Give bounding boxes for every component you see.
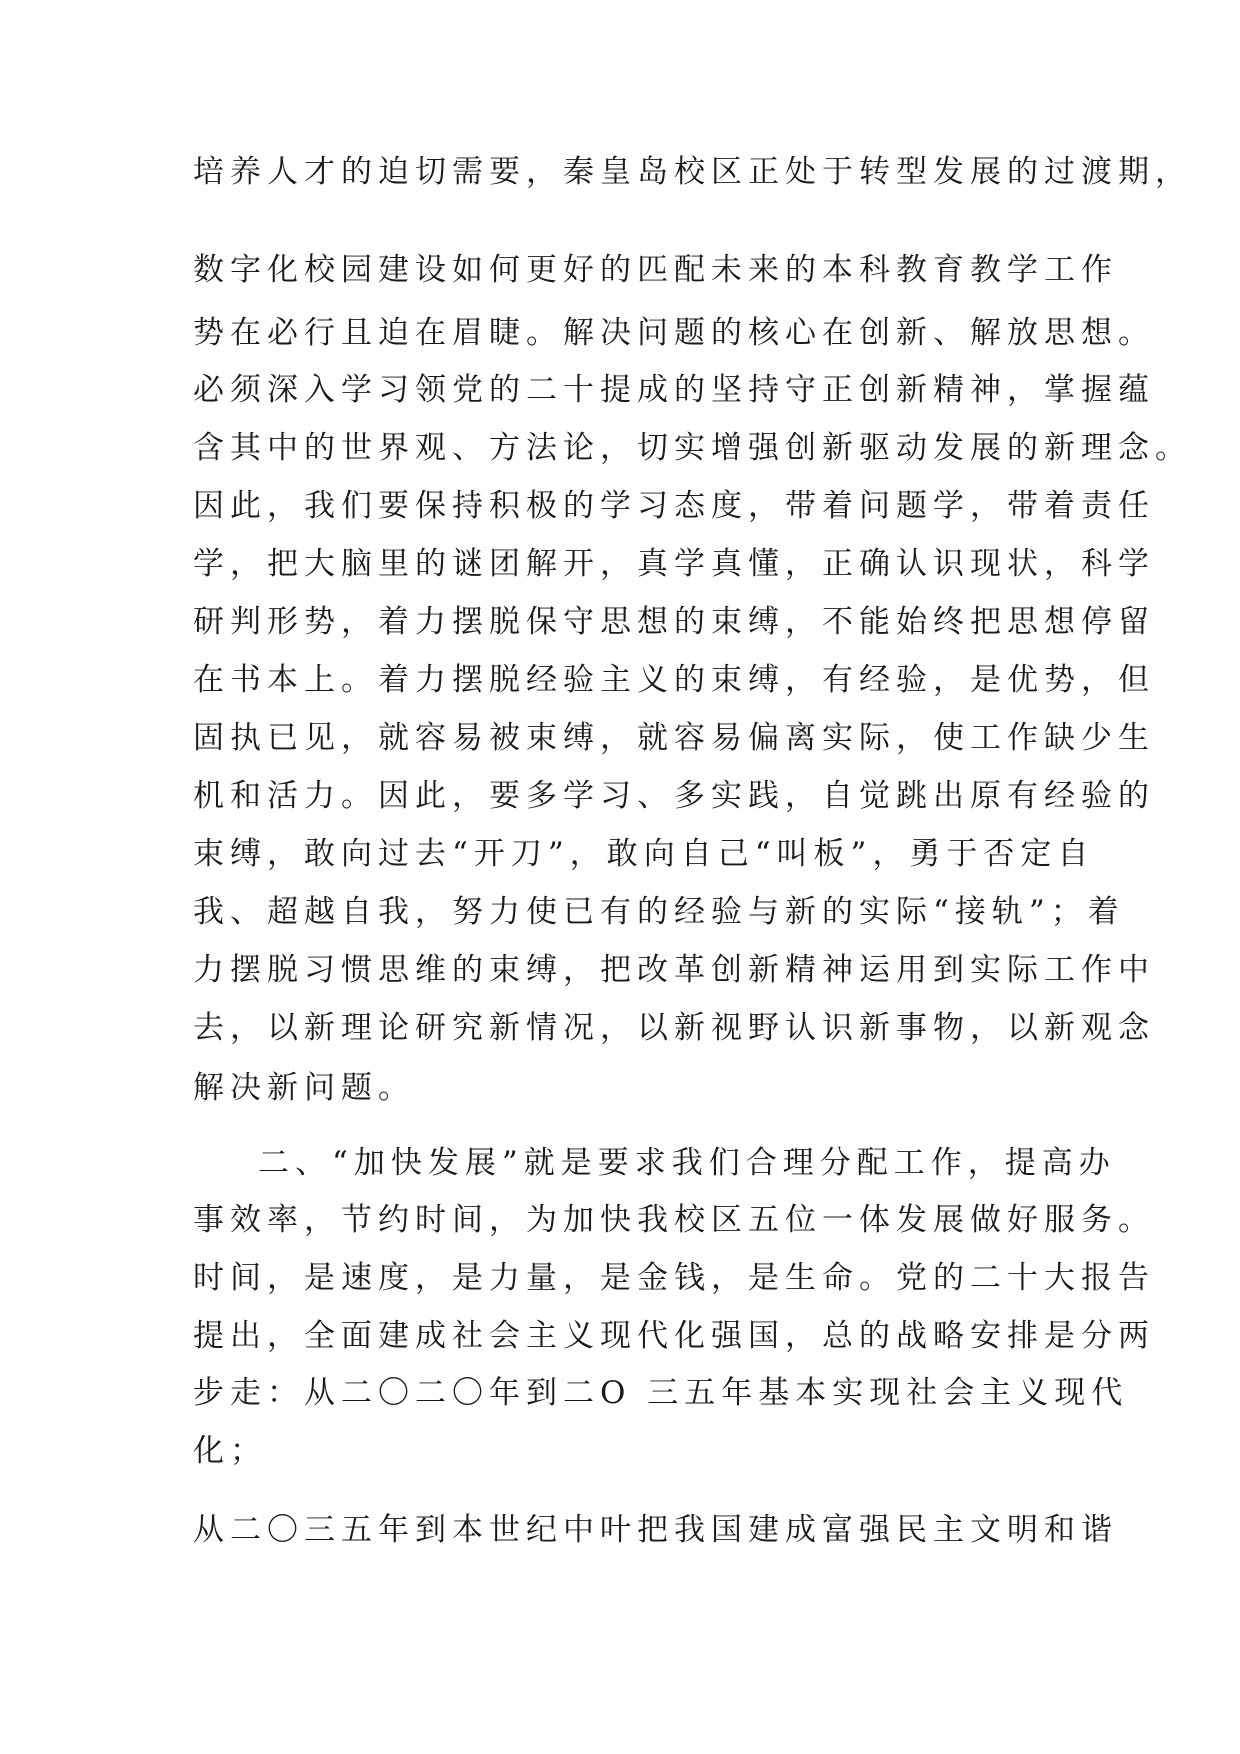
text-line: 束缚，敢向过去“开刀”，敢向自己“叫板”，勇于否定自 bbox=[193, 836, 1095, 872]
text-line: 势在必行且迫在眉睫。解决问题的核心在创新、解放思想。 bbox=[193, 315, 1155, 351]
text-line: 时间，是速度，是力量，是金钱，是生命。党的二十大报告 bbox=[193, 1260, 1155, 1296]
text-line: 去，以新理论研究新情况，以新视野认识新事物，以新观念 bbox=[193, 1010, 1155, 1046]
text-line: 在书本上。着力摆脱经验主义的束缚，有经验，是优势，但 bbox=[193, 662, 1155, 698]
text-line: 必须深入学习领党的二十提成的坚持守正创新精神，掌握蕴 bbox=[193, 372, 1155, 408]
text-line: 研判形势，着力摆脱保守思想的束缚，不能始终把思想停留 bbox=[193, 604, 1155, 640]
text-line: 解决新问题。 bbox=[193, 1070, 415, 1106]
text-line: 含其中的世界观、方法论，切实增强创新驱动发展的新理念。 bbox=[193, 430, 1192, 466]
text-line: 化； bbox=[193, 1433, 267, 1469]
text-line: 我、超越自我，努力使已有的经验与新的实际“接轨”；着 bbox=[193, 894, 1125, 930]
text-line: 步走：从二〇二〇年到二O 三五年基本实现社会主义现代 bbox=[193, 1375, 1129, 1411]
text-line: 学，把大脑里的谜团解开，真学真懂，正确认识现状，科学 bbox=[193, 546, 1155, 582]
text-line: 事效率，节约时间，为加快我校区五位一体发展做好服务。 bbox=[193, 1202, 1155, 1238]
text-line: 培养人才的迫切需要，秦皇岛校区正处于转型发展的过渡期， bbox=[193, 154, 1192, 190]
paragraph-first-line: 二、“加快发展”就是要求我们合理分配工作，提高办 bbox=[258, 1145, 1116, 1181]
text-line: 提出，全面建成社会主义现代化强国，总的战略安排是分两 bbox=[193, 1318, 1155, 1354]
text-line: 固执已见，就容易被束缚，就容易偏离实际，使工作缺少生 bbox=[193, 720, 1155, 756]
text-line: 机和活力。因此，要多学习、多实践，自觉跳出原有经验的 bbox=[193, 778, 1155, 814]
text-line: 因此，我们要保持积极的学习态度，带着问题学，带着责任 bbox=[193, 488, 1155, 524]
text-line: 从二〇三五年到本世纪中叶把我国建成富强民主文明和谐 bbox=[193, 1512, 1118, 1548]
text-line: 力摆脱习惯思维的束缚，把改革创新精神运用到实际工作中 bbox=[193, 952, 1155, 988]
text-line: 数字化校园建设如何更好的匹配未来的本科教育教学工作 bbox=[193, 252, 1118, 288]
